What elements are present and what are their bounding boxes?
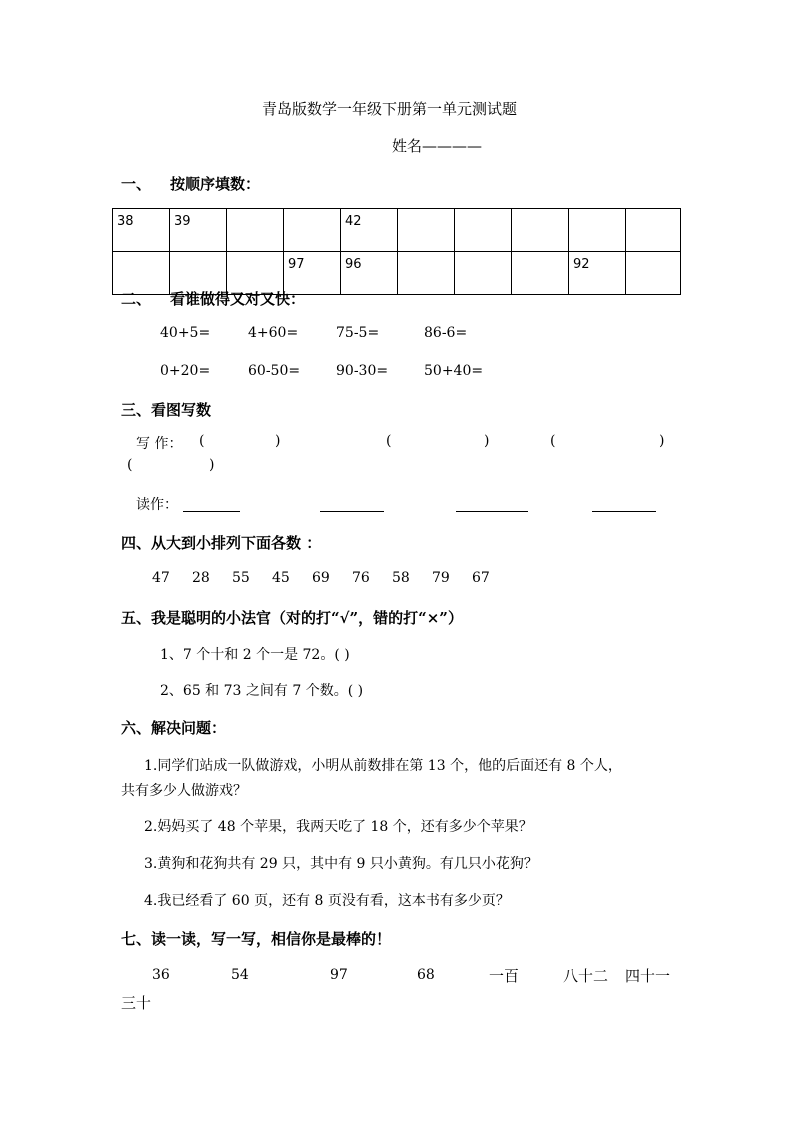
paren-close: ) xyxy=(209,457,215,473)
table-cell[interactable]: 92 xyxy=(569,252,626,295)
answer-line[interactable] xyxy=(183,511,240,512)
equation: 75-5= xyxy=(336,325,380,341)
equation: 0+20= xyxy=(160,363,211,379)
table-cell[interactable] xyxy=(398,209,455,252)
equation: 4+60= xyxy=(248,325,299,341)
read-label: 读作： xyxy=(136,497,178,513)
table-cell[interactable] xyxy=(626,252,681,295)
equation: 90-30= xyxy=(336,363,389,379)
table-cell[interactable] xyxy=(569,209,626,252)
table-row xyxy=(113,209,681,252)
read-write-item: 68 xyxy=(417,967,435,983)
question-3: 3.黄狗和花狗共有 29 只，其中有 9 只小黄狗。有几只小花狗？ xyxy=(144,856,538,872)
number-item: 67 xyxy=(472,570,490,586)
fill-number-table xyxy=(112,208,681,295)
table-cell[interactable] xyxy=(455,252,512,295)
number-item: 76 xyxy=(352,570,370,586)
section-2-heading: 看谁做得又对又快： xyxy=(170,290,306,308)
read-write-item: 54 xyxy=(231,967,249,983)
table-cell[interactable] xyxy=(227,209,284,252)
table-cell[interactable] xyxy=(512,252,569,295)
true-false-item: 1、7 个十和 2 个一是 72。( ) xyxy=(160,647,350,663)
number-item: 58 xyxy=(392,570,410,586)
table-cell[interactable] xyxy=(626,209,681,252)
paren-close: ) xyxy=(484,433,490,449)
paren-open: ( xyxy=(386,433,392,449)
equation: 60-50= xyxy=(248,363,301,379)
table-cell[interactable]: 42 xyxy=(341,209,398,252)
table-cell[interactable]: 96 xyxy=(341,252,398,295)
paren-open: ( xyxy=(127,457,133,473)
number-item: 47 xyxy=(152,570,170,586)
table-cell[interactable]: 97 xyxy=(284,252,341,295)
number-item: 69 xyxy=(312,570,330,586)
section-2-number: 二、 xyxy=(121,290,152,308)
section-6-heading: 六、解决问题： xyxy=(121,719,227,737)
section-1-number: 一、 xyxy=(121,175,152,193)
number-item: 55 xyxy=(232,570,250,586)
question-1-line-1: 1.同学们站成一队做游戏，小明从前数排在第 13 个，他的后面还有 8 个人， xyxy=(144,758,622,774)
number-item: 45 xyxy=(272,570,290,586)
table-cell[interactable] xyxy=(455,209,512,252)
read-write-item: 三十 xyxy=(121,994,152,1012)
read-write-item: 一百 xyxy=(489,967,520,985)
read-write-item: 八十二 xyxy=(563,967,609,985)
table-cell[interactable]: 39 xyxy=(170,209,227,252)
answer-line[interactable] xyxy=(320,511,384,512)
section-1-heading: 按顺序填数： xyxy=(170,175,261,193)
read-write-item: 97 xyxy=(330,967,348,983)
table-cell[interactable]: 38 xyxy=(113,209,170,252)
page-title: 青岛版数学一年级下册第一单元测试题 xyxy=(262,100,518,118)
table-cell[interactable] xyxy=(284,209,341,252)
paren-close: ) xyxy=(659,433,665,449)
section-7-heading: 七、读一读，写一写，相信你是最棒的！ xyxy=(121,930,392,948)
equation: 86-6= xyxy=(424,325,468,341)
write-label: 写 作： xyxy=(136,436,183,452)
question-1-line-2: 共有多少人做游戏？ xyxy=(121,783,247,799)
equation: 40+5= xyxy=(160,325,211,341)
read-write-item: 四十一 xyxy=(625,967,671,985)
section-5-heading: 五、我是聪明的小法官（对的打“√”，错的打“×”） xyxy=(121,609,463,627)
question-4: 4.我已经看了 60 页，还有 8 页没有看，这本书有多少页？ xyxy=(144,893,510,909)
paren-open: ( xyxy=(550,433,556,449)
table-cell[interactable] xyxy=(398,252,455,295)
table-cell[interactable] xyxy=(512,209,569,252)
paren-open: ( xyxy=(199,433,205,449)
number-item: 28 xyxy=(192,570,210,586)
question-2: 2.妈妈买了 48 个苹果，我两天吃了 18 个，还有多少个苹果？ xyxy=(144,819,533,835)
section-4-heading: 四、从大到小排列下面各数 ： xyxy=(121,534,322,552)
answer-line[interactable] xyxy=(456,511,528,512)
name-label: 姓名———— xyxy=(392,137,483,155)
read-write-item: 36 xyxy=(152,967,170,983)
section-3-heading: 三、看图写数 xyxy=(121,401,212,419)
equation: 50+40= xyxy=(424,363,484,379)
true-false-item: 2、65 和 73 之间有 7 个数。( ) xyxy=(160,683,364,699)
paren-close: ) xyxy=(275,433,281,449)
answer-line[interactable] xyxy=(592,511,656,512)
number-item: 79 xyxy=(432,570,450,586)
